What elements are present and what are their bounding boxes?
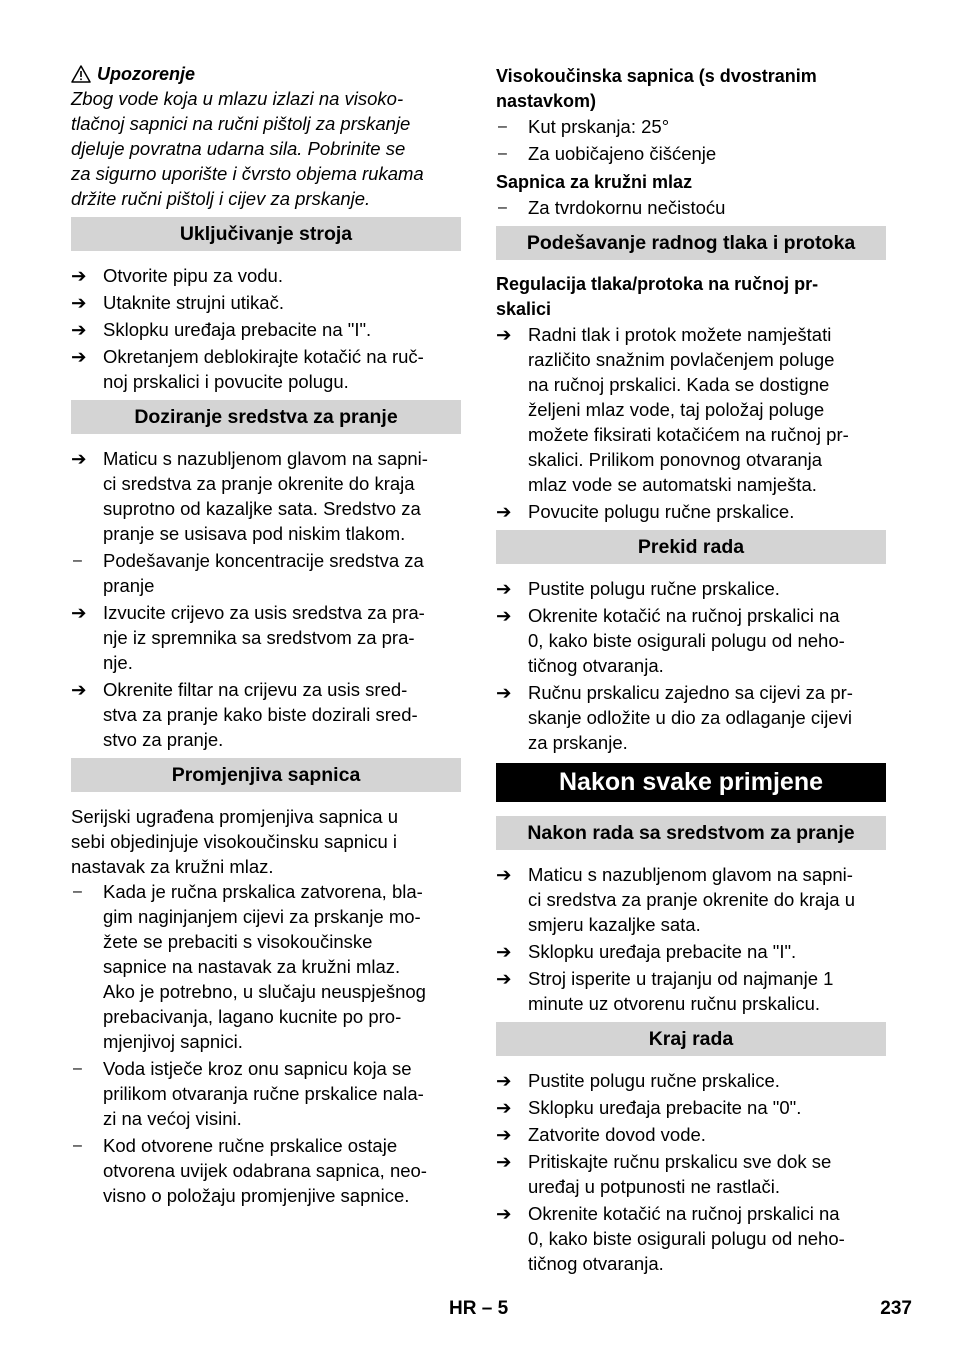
text-line: zi na većoj visini. — [103, 1108, 242, 1129]
text-line: prilikom otvaranja ručne prskalice nala- — [103, 1083, 424, 1104]
dash-bullet: – — [73, 1060, 82, 1077]
arrow-icon: ➔ — [71, 448, 87, 469]
text-line: držite ručni pištolj i cijev za prskanje. — [71, 188, 371, 209]
arrow-icon: ➔ — [71, 602, 87, 623]
arrow-icon: ➔ — [496, 1151, 512, 1172]
dash-list — [496, 195, 886, 220]
text-line: Okrenite kotačić na ručnoj prskalici na — [528, 1203, 840, 1224]
text-line: Podešavanje koncentracije sredstva za — [103, 550, 424, 571]
text-line: Ako je potrebno, u slučaju neuspješnog — [103, 981, 426, 1002]
text-line: Za tvrdokornu nečistoću — [528, 197, 726, 218]
text-line: Voda istječe kroz onu sapnicu koja se — [103, 1058, 412, 1079]
list-item — [496, 1149, 886, 1199]
list-item — [496, 862, 886, 937]
text-line: Pustite polugu ručne prskalice. — [528, 1070, 780, 1091]
list-item — [71, 879, 461, 1054]
text-line: skanje odložite u dio za odlaganje cijevi — [528, 707, 852, 728]
arrow-icon: ➔ — [496, 578, 512, 599]
page-number: 237 — [880, 1298, 912, 1319]
text-line: minute uz otvorenu ručnu prskalicu. — [528, 993, 821, 1014]
warning-title: Upozorenje — [97, 64, 196, 84]
text-line: Kod otvorene ručne prskalice ostaje — [103, 1135, 398, 1156]
step-list — [71, 446, 461, 752]
arrow-icon: ➔ — [496, 864, 512, 885]
list-item — [496, 141, 886, 166]
text-line: pranje se usisava pod niskim tlakom. — [103, 523, 406, 544]
text-line: željeni mlaz vode, taj položaj poluge — [528, 399, 825, 420]
text-line: Ručnu prskalicu zajedno sa cijevi za pr- — [528, 682, 853, 703]
arrow-icon: ➔ — [71, 346, 87, 367]
warning-triangle-icon — [71, 65, 91, 83]
list-item — [496, 939, 886, 964]
text-line: suprotno od kazaljke sata. Sredstvo za — [103, 498, 421, 519]
language-page-label: HR – 5 — [449, 1298, 509, 1319]
arrow-icon: ➔ — [496, 941, 512, 962]
arrow-icon: ➔ — [496, 605, 512, 626]
left-column — [71, 60, 461, 1210]
step-list — [496, 576, 886, 755]
list-item — [496, 603, 886, 678]
warning-heading — [71, 62, 461, 86]
text-line: nastavak za kružni mlaz. — [71, 856, 274, 877]
list-item — [71, 1133, 461, 1208]
text-line: uređaj u potpunosti ne rastlači. — [528, 1176, 780, 1197]
step-list — [496, 862, 886, 1016]
text-line: smjeru kazaljke sata. — [528, 914, 701, 935]
text-line: Okrenite kotačić na ručnoj prskalici na — [528, 605, 840, 626]
section-heading-after-detergent: Nakon rada sa sredstvom za pranje — [496, 816, 886, 850]
text-line: nje. — [103, 652, 133, 673]
text-line: Radni tlak i protok možete namještati — [528, 324, 832, 345]
list-item — [496, 1201, 886, 1276]
text-line: Stroj isperite u trajanju od najmanje 1 — [528, 968, 834, 989]
text-line: stvo za pranje. — [103, 729, 224, 750]
section-heading-switch-on: Uključivanje stroja — [71, 217, 461, 251]
text-line: sapnice na nastavak za kružni mlaz. — [103, 956, 401, 977]
arrow-icon: ➔ — [496, 1124, 512, 1145]
list-item — [496, 1095, 886, 1120]
step-list — [496, 1068, 886, 1276]
list-item — [71, 548, 461, 598]
text-line: Izvucite crijevo za usis sredstva za pra- — [103, 602, 425, 623]
list-item — [71, 317, 461, 342]
text-line: nje iz spremnika sa sredstvom za pra- — [103, 627, 415, 648]
arrow-icon: ➔ — [496, 968, 512, 989]
section-heading-end-of-work: Kraj rada — [496, 1022, 886, 1056]
list-item — [496, 680, 886, 755]
section-heading-detergent: Doziranje sredstva za pranje — [71, 400, 461, 434]
text-line: Regulacija tlaka/protoka na ručnoj pr- — [496, 274, 819, 294]
text-line: Sklopku uređaja prebacite na "I". — [528, 941, 797, 962]
list-item — [71, 290, 461, 315]
text-line: mjenjivoj sapnici. — [103, 1031, 243, 1052]
text-line: Otvorite pipu za vodu. — [103, 265, 283, 286]
text-line: tičnog otvaranja. — [528, 655, 664, 676]
section-heading-interruption: Prekid rada — [496, 530, 886, 564]
section-heading-variable-nozzle: Promjenjiva sapnica — [71, 758, 461, 792]
text-line: tičnog otvaranja. — [528, 1253, 664, 1274]
step-list — [71, 263, 461, 394]
text-line: mlaz vode se automatski namješta. — [528, 474, 817, 495]
text-line: pranje — [103, 575, 155, 596]
section-heading-pressure: Podešavanje radnog tlaka i protoka — [496, 226, 886, 260]
text-line: Sapnica za kružni mlaz — [496, 172, 693, 192]
text-line: Sklopku uređaja prebacite na "0". — [528, 1097, 802, 1118]
text-line: na ručnoj prskalici. Kada se dostigne — [528, 374, 830, 395]
text-line: Maticu s nazubljenom glavom na sapni- — [103, 448, 428, 469]
text-line: Serijski ugrađena promjenjiva sapnica u — [71, 806, 399, 827]
text-line: gim naginjanjem cijevi za prskanje mo- — [103, 906, 421, 927]
text-line: nastavkom) — [496, 91, 597, 111]
text-line: sebi objedinjuje visokoučinsku sapnicu i — [71, 831, 397, 852]
text-line: Okretanjem deblokirajte kotačić na ruč- — [103, 346, 424, 367]
right-column — [496, 60, 886, 1278]
list-item — [496, 966, 886, 1016]
arrow-icon: ➔ — [496, 1097, 512, 1118]
list-item — [71, 1056, 461, 1131]
intro-paragraph — [71, 804, 461, 879]
list-item — [496, 499, 886, 524]
text-line: Kut prskanja: 25° — [528, 116, 670, 137]
text-line: otvorena uvijek odabrana sapnica, neo- — [103, 1160, 427, 1181]
text-line: Za uobičajeno čišćenje — [528, 143, 717, 164]
text-line: ci sredstva za pranje okrenite do kraja — [103, 473, 415, 494]
list-item — [71, 677, 461, 752]
text-line: stva za pranje kako biste dozirali sred- — [103, 704, 418, 725]
text-line: možete fiksirati kotačićem na ručnoj pr- — [528, 424, 849, 445]
dash-bullet: – — [498, 199, 507, 216]
text-line: djeluje povratna udarna sila. Pobrinite se — [71, 138, 406, 159]
chapter-heading: Nakon svake primjene — [496, 763, 886, 802]
text-line: Kada je ručna prskalica zatvorena, bla- — [103, 881, 423, 902]
text-line: skalici — [496, 299, 552, 319]
dash-list — [71, 879, 461, 1208]
text-line: prebacivanja, lagano kucnite po pro- — [103, 1006, 402, 1027]
arrow-icon: ➔ — [71, 679, 87, 700]
list-item — [496, 576, 886, 601]
text-line: noj prskalici i povucite polugu. — [103, 371, 349, 392]
text-line: Sklopku uređaja prebacite na "I". — [103, 319, 372, 340]
text-line: Pustite polugu ručne prskalice. — [528, 578, 780, 599]
subheading-high-performance-nozzle — [496, 64, 886, 114]
text-line: Pritiskajte ručnu prskalicu sve dok se — [528, 1151, 832, 1172]
list-item — [71, 600, 461, 675]
text-line: Zbog vode koja u mlazu izlazi na visoko- — [71, 88, 404, 109]
text-line: za prskanje. — [528, 732, 628, 753]
list-item — [496, 195, 886, 220]
arrow-icon: ➔ — [496, 324, 512, 345]
list-item — [71, 263, 461, 288]
dash-bullet: – — [498, 118, 507, 135]
arrow-icon: ➔ — [71, 265, 87, 286]
list-item — [496, 322, 886, 497]
arrow-icon: ➔ — [71, 319, 87, 340]
text-line: tlačnoj sapnici na ručni pištolj za prskanje — [71, 113, 411, 134]
subheading-pressure-regulation — [496, 272, 886, 322]
dash-bullet: – — [498, 145, 507, 162]
arrow-icon: ➔ — [496, 682, 512, 703]
text-line: Maticu s nazubljenom glavom na sapni- — [528, 864, 853, 885]
text-line: Visokoučinska sapnica (s dvostranim — [496, 66, 817, 86]
list-item — [496, 1122, 886, 1147]
list-item — [71, 344, 461, 394]
text-line: skalici. Prilikom ponovnog otvaranja — [528, 449, 823, 470]
subheading-round-jet-nozzle — [496, 170, 886, 195]
text-line: Povucite polugu ručne prskalice. — [528, 501, 795, 522]
text-line: ci sredstva za pranje okrenite do kraja u — [528, 889, 856, 910]
dash-bullet: – — [73, 552, 82, 569]
step-list — [496, 322, 886, 524]
warning-text — [71, 86, 461, 211]
arrow-icon: ➔ — [496, 1070, 512, 1091]
dash-list — [496, 114, 886, 166]
text-line: Zatvorite dovod vode. — [528, 1124, 706, 1145]
list-item — [71, 446, 461, 546]
text-line: 0, kako biste osigurali polugu od neho- — [528, 630, 845, 651]
dash-bullet: – — [73, 883, 82, 900]
arrow-icon: ➔ — [71, 292, 87, 313]
arrow-icon: ➔ — [496, 1203, 512, 1224]
dash-bullet: – — [73, 1137, 82, 1154]
list-item — [496, 114, 886, 139]
arrow-icon: ➔ — [496, 501, 512, 522]
text-line: Utaknite strujni utikač. — [103, 292, 284, 313]
page-footer — [0, 1296, 954, 1326]
text-line: 0, kako biste osigurali polugu od neho- — [528, 1228, 845, 1249]
text-line: Okrenite filtar na crijevu za usis sred- — [103, 679, 408, 700]
list-item — [496, 1068, 886, 1093]
text-line: visno o položaju promjenjive sapnice. — [103, 1185, 410, 1206]
text-line: za sigurno uporište i čvrsto objema rukama — [71, 163, 424, 184]
text-line: različito snažnim povlačenjem poluge — [528, 349, 835, 370]
text-line: žete se prebaciti s visokoučinske — [103, 931, 373, 952]
